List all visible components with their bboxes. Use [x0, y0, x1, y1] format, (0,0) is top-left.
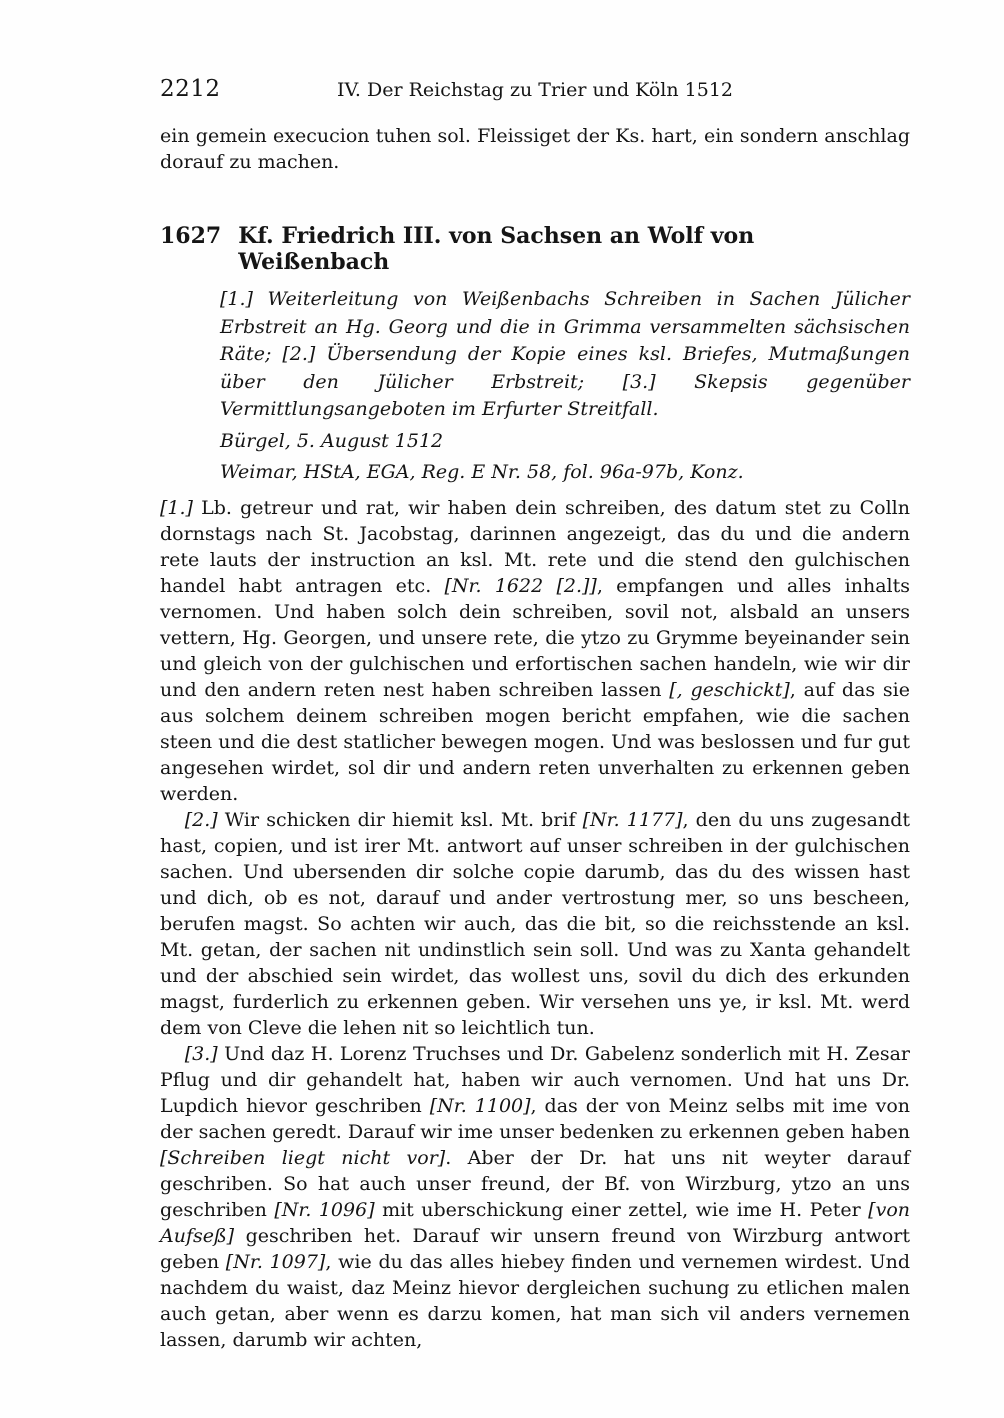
continuation-paragraph: ein gemein execucion tuhen sol. Fleissiget der Ks. hart, ein sondern anschlag dorauf zu machen. [160, 125, 910, 173]
entry-paragraph-3: [3.] Und daz H. Lorenz Truchses und Dr. Gabelenz sonderlich mit H. Zesar Pflug und dir gehandelt hat, haben wir auch vernomen. Und hat uns Dr. Lupdich hievor geschriben [Nr. 1100], das der von Meinz selbs mit ime von der sachen geredt. Darauf wir ime unser bedenken zu erkennen geben haben [Schreiben liegt nicht vor]. Aber der Dr. hat uns nit weyter darauf geschriben. So hat auch unser freund, der Bf. von Wirzburg, ytzo an uns geschriben [Nr. 1096] mit uberschickung einer zettel, wie ime H. Peter [von Aufseß] geschriben het. Darauf wir unsern freund von Wirzburg antwort geben [Nr. 1097], wie du das alles hiebey finden und vernemen wirdest. Und nachdem du waist, daz Meinz hievor dergleichen suchung zu etlichen malen auch getan, aber wenn es darzu komen, hat man sich vil anders vernemen lassen, darumb wir achten, [160, 1042, 911, 1351]
running-title: IV. Der Reichstag zu Trier und Köln 1512 [337, 79, 733, 101]
entry-heading [160, 223, 910, 275]
entry-body [160, 495, 910, 1353]
entry-paragraph-2: [2.] Wir schicken dir hiemit ksl. Mt. brif [Nr. 1177], den du uns zugesandt hast, copien, und ist irer Mt. antwort auf unser schreiben in der gulchischen sachen. Und ubersenden dir solche copie darumb, das du des wissen hast und dich, ob es not, darauf und ander vertrostung mer, so uns bescheen, berufen magst. So achten wir auch, das die bit, so die reichsstende an ksl. Mt. getan, der sachen nit undinstlich sein soll. Und was zu Xanta gehandelt und der abschied sein wirdet, das wollest uns, sovil du dich des erkunden magst, furderlich zu erkennen geben. Wir versehen uns ye, ir ksl. Mt. werd dem von Cleve die lehen nit so leichtlich tun. [160, 808, 910, 1039]
entry-paragraph-1: [1.] Lb. getreur und rat, wir haben dein schreiben, des datum stet zu Colln dornstags nach St. Jacobstag, darinnen angezeigt, das du und die andern rete lauts der instruction an ksl. Mt. rete und die stend den gulchischen handel habt antragen etc. [Nr. 1622 [2.]], empfangen und alles inhalts vernomen. Und haben solch dein schreiben, sovil not, alsbald an unsers vettern, Hg. Georgen, und unsere rete, die ytzo zu Grymme beyeinander sein und gleich von der gulchischen und erfortischen sachen handeln, wie wir dir und den andern reten nest haben schreiben lassen [, geschickt], auf das sie aus solchem deinem schreiben mogen bericht empfahen, wie die sachen steen und die dest statlicher bewegen mogen. Und was beslossen und fur gut angesehen wirdet, sol dir und andern reten unverhalten zu erkennen geben werden. [160, 496, 910, 805]
archive-reference: Weimar, HStA, EGA, Reg. E Nr. 58, fol. 96a-97b, Konz. [220, 460, 744, 483]
entry-summary: [1.] Weiterleitung von Weißenbachs Schreiben in Sachen Jülicher Erbstreit an Hg. Georg und die in Grimma versammelten sächsischen Räte; [2.] Übersendung der Kopie eines ksl. Briefes, Mutmaßungen über den Jülicher Erbstreit; [3.] Skepsis gegenüber Vermittlungsangeboten im Erfurter Streitfall. [220, 288, 910, 420]
entry-dateline: Bürgel, 5. August 1512 [220, 429, 444, 452]
running-header [160, 76, 910, 106]
entry-title: Kf. Friedrich III. von Sachsen an Wolf von Weißenbach [238, 223, 755, 275]
entry-meta [220, 286, 910, 486]
entry-number: 1627 [160, 223, 222, 249]
page-number: 2212 [160, 76, 221, 102]
